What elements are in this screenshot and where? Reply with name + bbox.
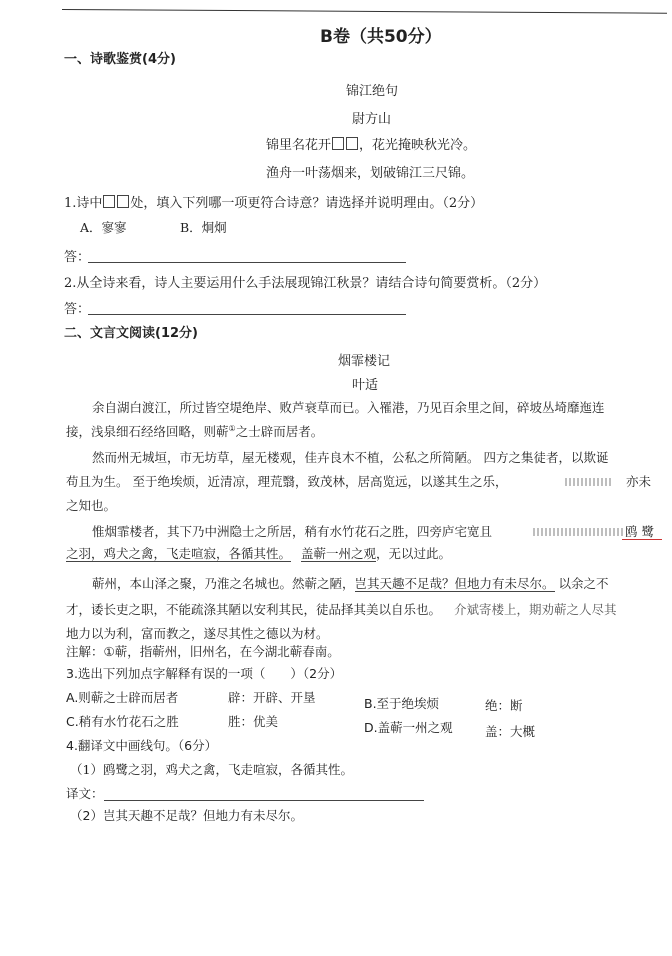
- text-author: 叶适: [352, 378, 379, 393]
- q3-option-c-meaning: 胜：优美: [228, 714, 279, 729]
- passage-p1a: 余自湖白渡江，所过皆空堤绝岸、败芦衰草而已。入罹港，乃见百余里之间，碎坡丛埼靡迤连: [92, 400, 605, 415]
- passage-p2b: 苟且为生。 至于绝埃烦，近清凉，理荒翳，致茂林，居高览远，以遂其生之乐，: [66, 474, 508, 489]
- passage-p1b-pre: 接，浅泉细石经络回略，则蕲: [66, 424, 229, 439]
- question-1a: 1.诗中: [64, 196, 103, 211]
- passage-p2c: 之知也。: [66, 498, 117, 513]
- section1-heading: 一、诗歌鉴赏(4分): [64, 52, 176, 67]
- q3-option-b: B.至于绝埃烦: [364, 696, 440, 711]
- passage-p4b: 才，诿长吏之职，不能疏涤其陋以安利其民，徒品择其美以自乐也。: [66, 602, 442, 617]
- question-3: 3.选出下列加点字解释有误的一项（ ）（2分）: [66, 666, 343, 681]
- passage-p3a-end: 鸥 鹭: [625, 524, 654, 539]
- translation-label: 译文：: [66, 786, 104, 801]
- q4-part-1: （1）鸥鹭之羽，鸡犬之禽，飞走喧寂，各循其性。: [70, 762, 353, 777]
- blank-box: [117, 195, 129, 208]
- q4-part-2: （2）岂其天趣不足哉？但地力有未尽尔。: [70, 808, 303, 823]
- page-title: B卷（共50分）: [320, 27, 442, 47]
- passage-p3b-mid: 盖蕲一州之观: [301, 546, 377, 561]
- q3-option-b-meaning: 绝：断: [485, 698, 523, 713]
- poem-line-1b: ，花光掩映秋光冷。: [359, 138, 477, 153]
- passage-p1b-post: 之士辟而居者。: [235, 424, 324, 439]
- blank-box: [346, 137, 358, 150]
- top-rule: [62, 9, 667, 14]
- text-title: 烟霏楼记: [338, 354, 391, 369]
- q3-option-a-meaning: 辟：开辟、开垦: [228, 690, 316, 705]
- poem-line-1: [266, 134, 476, 153]
- answer-line-2[interactable]: [88, 314, 406, 315]
- footnote-marker: ①: [228, 423, 236, 433]
- passage-p3b-end: ，无以过此。: [376, 546, 452, 561]
- question-4: 4.翻译文中画线句。（6分）: [66, 738, 218, 753]
- q1-option-b: B．炯炯: [180, 220, 227, 235]
- passage-p1b: [66, 422, 323, 440]
- underlined-sentence-2: 岂其天趣不足哉？但地力有未尽尔。: [354, 576, 555, 591]
- blank-box: [332, 137, 344, 150]
- question-1b: 处，填入下列哪一项更符合诗意？请选择并说明理由。（2分）: [130, 196, 484, 211]
- answer-label-2: 答：: [64, 302, 91, 317]
- question-2: 2.从全诗来看，诗人主要运用什么手法展现锦江秋景？请结合诗句简要赏析。（2分）: [64, 276, 547, 291]
- red-underline: [622, 539, 662, 540]
- passage-p4a-end: 以余之不: [554, 576, 609, 591]
- section2-heading: 二、文言文阅读(12分): [64, 326, 198, 341]
- passage-p4a: [92, 574, 609, 592]
- footnote: 注解：①蕲，指蕲州，旧州名，在今湖北蕲春南。: [66, 644, 340, 659]
- poem-line-1a: 锦里名花开: [266, 138, 332, 153]
- handwriting-scribble: [533, 528, 625, 536]
- passage-p4b-end: 介斌寄楼上，期劝蕲之人尽其: [454, 602, 617, 617]
- answer-label-1: 答：: [64, 250, 91, 265]
- q3-option-c: C.稍有水竹花石之胜: [66, 714, 179, 729]
- q1-option-a: A．寥寥: [80, 220, 127, 235]
- passage-p4c: 地力以为利，富而教之，遂尽其性之德以为材。: [66, 626, 329, 641]
- passage-p2b-end: 亦未: [626, 474, 652, 489]
- poem-line-2: 渔舟一叶荡烟来，划破锦江三尺锦。: [266, 166, 475, 181]
- poem-author: 尉方山: [352, 112, 392, 127]
- q3-option-d: D.盖蕲一州之观: [364, 720, 453, 735]
- passage-p4a-pre: 蕲州，本山泽之聚，乃淮之名城也。然蕲之陋，: [92, 576, 355, 591]
- q3-option-a: A.则蕲之士辟而居者: [66, 690, 179, 705]
- passage-p3a: 惟烟霏楼者，其下乃中洲隐士之所居，稍有水竹花石之胜，四旁庐宅宽且: [92, 524, 493, 539]
- question-1: [64, 192, 483, 211]
- translation-line-1[interactable]: [104, 800, 424, 801]
- underlined-sentence-1: 之羽，鸡犬之禽，飞走喧寂，各循其性。: [66, 546, 292, 561]
- q3-option-d-meaning: 盖：大概: [485, 724, 536, 739]
- handwriting-scribble: [565, 478, 613, 486]
- blank-box: [103, 195, 115, 208]
- answer-line-1[interactable]: [88, 262, 406, 263]
- passage-p2a: 然而州无城垣，市无坊草，屋无楼观，佳卉良木不植，公私之所简陋。 四方之集徒者，以欺诞: [92, 450, 609, 465]
- poem-title: 锦江绝句: [346, 84, 399, 99]
- passage-p3b: [66, 544, 451, 562]
